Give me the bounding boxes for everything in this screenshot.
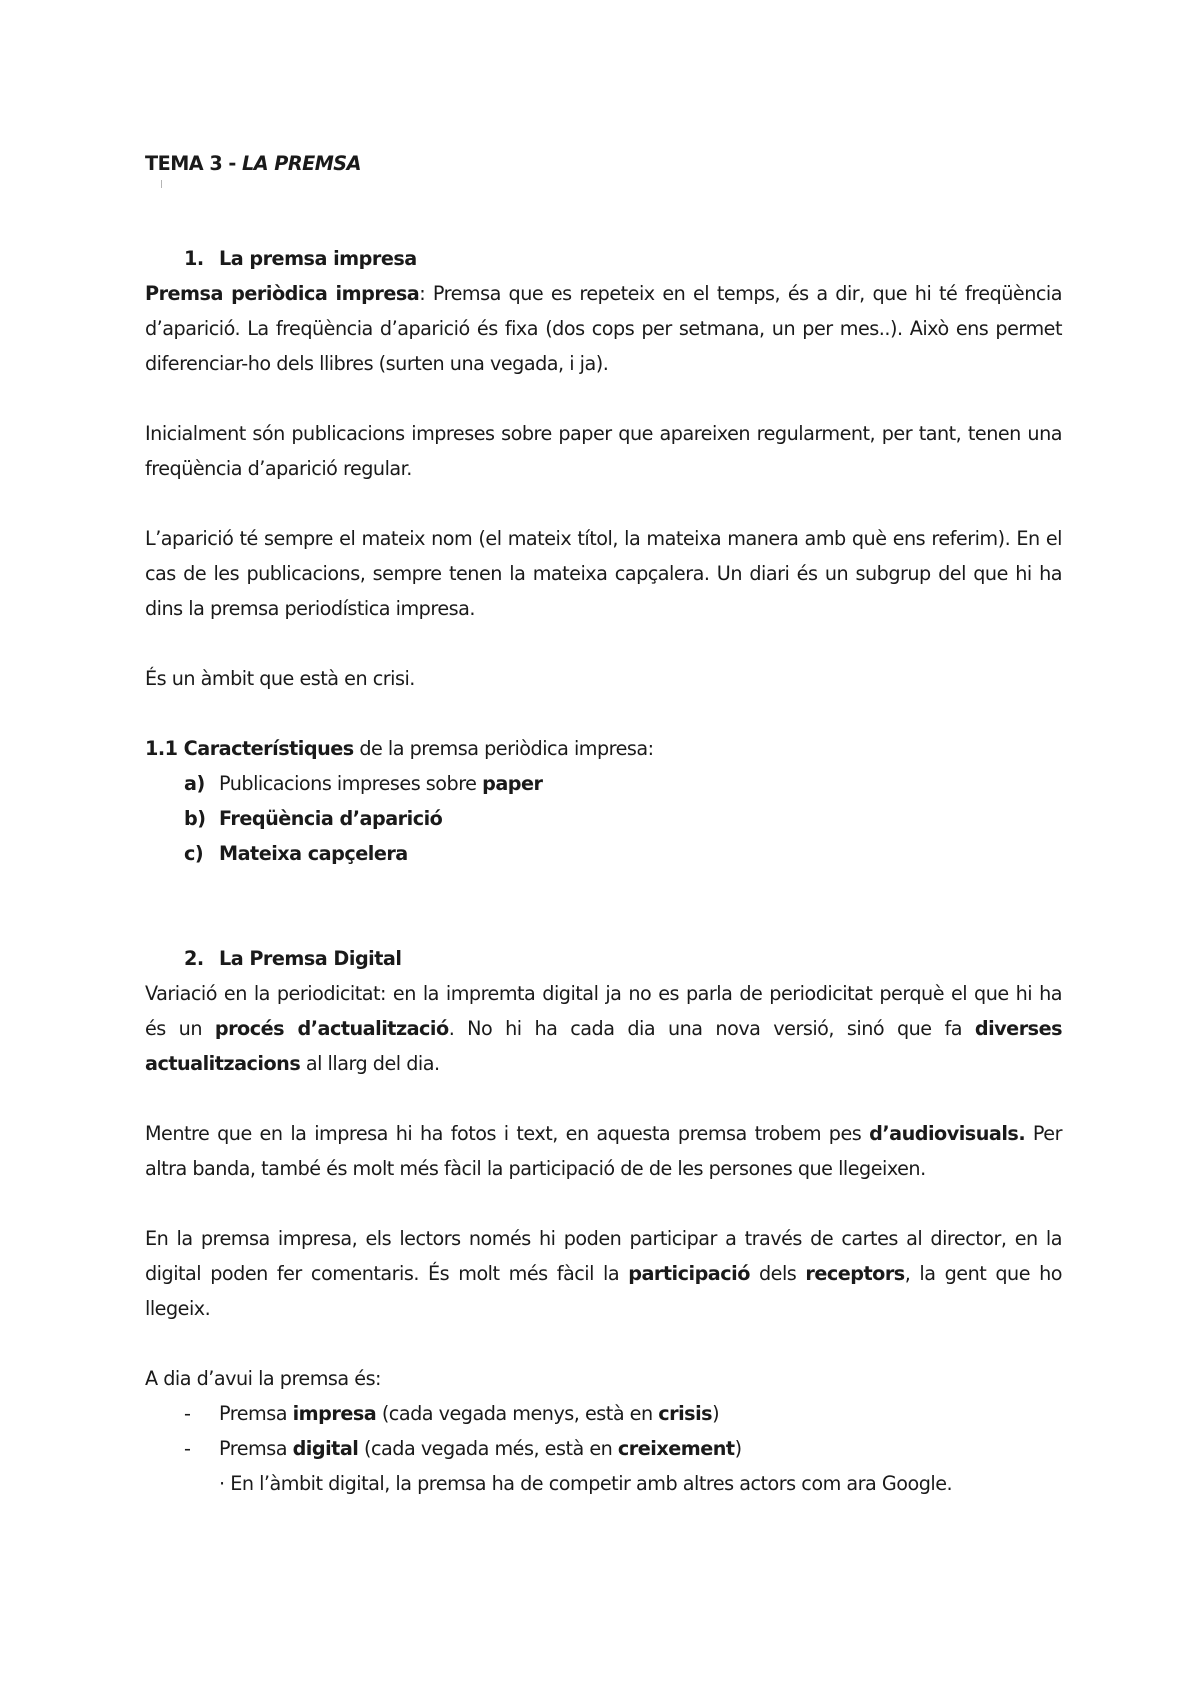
section-2-heading — [184, 941, 1062, 976]
section-2-paragraph-1: Variació en la periodicitat: en la impremta digital ja no es parla de periodicitat perquè el que hi ha és un procés d’actualització. No hi ha cada dia una nova versió, sinó que fa diverses actualitzacions al llarg del dia. — [145, 982, 1063, 1075]
section-2-paragraph-3: En la premsa impresa, els lectors només hi poden participar a través de cartes al director, en la digital poden fer comentaris. És molt més fàcil la participació dels receptors, la gent que ho llegeix. — [145, 1227, 1062, 1320]
section-2-paragraph-4: A dia d’avui la premsa és: — [145, 1367, 382, 1390]
section-1-paragraph-2: Inicialment són publicacions impreses sobre paper que apareixen regularment, per tant, tenen una freqüència d’aparició regular. — [145, 422, 1062, 480]
subsection-1-1-heading: 1.1 Característiques de la premsa periòdica impresa: — [145, 737, 654, 760]
section-2-paragraph-2: Mentre que en la impresa hi ha fotos i text, en aquesta premsa trobem pes d’audiovisuals. Per altra banda, també és molt més fàcil la participació de de les persones que llegeixen. — [145, 1122, 1063, 1180]
section-1-heading — [184, 241, 1062, 276]
section-1-paragraph-4: És un àmbit que està en crisi. — [145, 667, 415, 690]
document-body — [145, 146, 1062, 1501]
section-1-paragraph-3: L’aparició té sempre el mateix nom (el mateix títol, la mateixa manera amb què ens referim). En el cas de les publicacions, sempre tenen la mateixa capçalera. Un diari és un subgrup del que hi ha dins la premsa periodística impresa. — [145, 527, 1062, 620]
section-1-title: La premsa impresa — [219, 247, 417, 270]
list-sub-note: · En l’àmbit digital, la premsa ha de competir amb altres actors com ara Google. — [219, 1472, 953, 1495]
section-1-paragraph-1: Premsa periòdica impresa: Premsa que es repeteix en el temps, és a dir, que hi té freqüència d’aparició. La freqüència d’aparició és fixa (dos cops per setmana, un per mes..). Això ens permet diferenciar-ho dels llibres (surten una vegada, i ja). — [145, 282, 1062, 375]
section-2-title: La Premsa Digital — [219, 947, 402, 970]
section-2-number: 2. — [184, 947, 204, 970]
page-title — [145, 146, 1062, 181]
list-item: b) Freqüència d’aparició — [184, 807, 443, 830]
section-1-number: 1. — [184, 247, 204, 270]
list-item: - Premsa digital (cada vegada més, està en creixement) — [184, 1437, 742, 1460]
list-item: - Premsa impresa (cada vegada menys, està en crisis) — [184, 1402, 720, 1425]
list-item: c) Mateixa capçelera — [184, 842, 408, 865]
title-italic: LA PREMSA — [242, 152, 361, 175]
list-item: a) Publicacions impreses sobre paper — [184, 772, 543, 795]
title-prefix: TEMA 3 - — [145, 152, 242, 175]
